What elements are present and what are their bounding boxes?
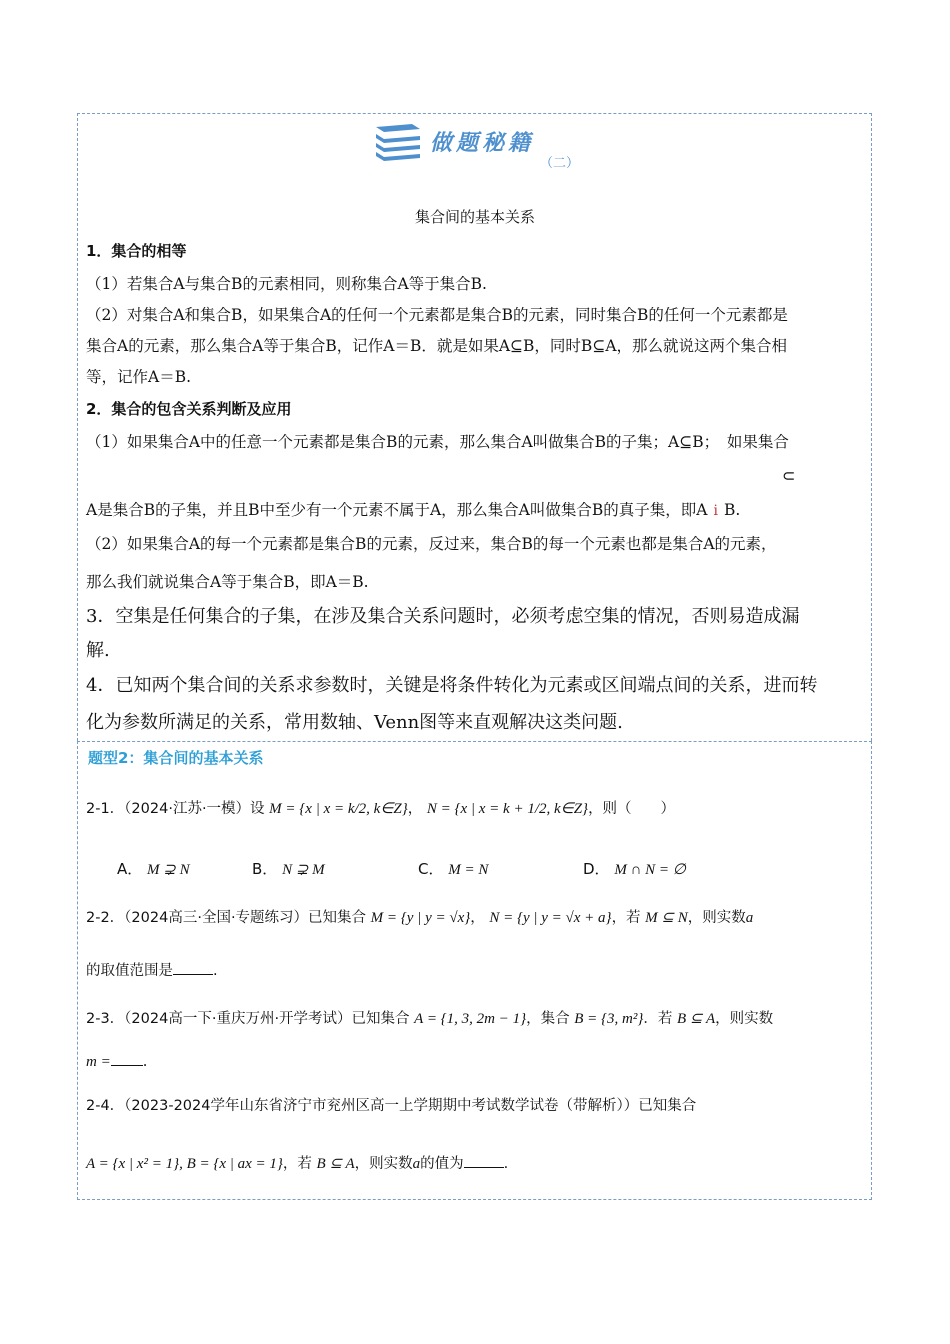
option-a[interactable] [117, 858, 190, 879]
heading-subset-relation: 2．集合的包含关系判断及应用 [86, 400, 292, 418]
question-2-3 [86, 1007, 864, 1028]
text-p2-1b-main: A是集合B的子集，并且B中至少有一个元素不属于A，那么集合A叫做集合B的真子集，即A [86, 501, 708, 519]
text-p2-1a: （1）如果集合A中的任意一个元素都是集合B的元素，那么集合A叫做集合B的子集；A⊆B； 如果集合 [86, 433, 789, 451]
q4-end: 的值为 [420, 1156, 464, 1172]
q2-var: a [745, 910, 754, 926]
q4-var: a [412, 1156, 421, 1172]
header-subtitle: （二） [540, 156, 580, 171]
q3-suffix: ，则实数 [715, 1011, 774, 1027]
q3-line2: m = [86, 1054, 111, 1070]
text-p1-2b: 集合A的元素，那么集合A等于集合B，记作A＝B．就是如果A⊆B，同时B⊆A，那么就说这两个集合相 [86, 337, 788, 355]
q4-suffix: ，则实数 [354, 1156, 413, 1172]
question-2-4: 2-4．（2023-2024学年山东省济宁市兖州区高一上学期期中考试数学试卷（带解析））已知集合 [86, 1098, 697, 1114]
q3-mid: ，集合 [526, 1011, 570, 1027]
option-b-label: B． [252, 860, 278, 878]
option-d-label: D． [583, 860, 610, 878]
subset-mark-stroke: ⅰ [713, 503, 718, 519]
proper-subset-symbol: ⊂ [782, 466, 796, 485]
option-d-expr: M ∩ N = ∅ [614, 862, 686, 878]
text-p4b: 化为参数所满足的关系，常用数轴、Venn图等来直观解决这类问题. [86, 712, 623, 733]
option-c[interactable] [418, 858, 488, 879]
q1-set-m: M = {x | x = k/2, k∈Z} [269, 801, 408, 817]
q3-prefix: 2-3．（2024高一下·重庆万州·开学考试）已知集合 [86, 1011, 410, 1027]
answer-blank-2-4[interactable] [464, 1166, 504, 1168]
question-2-2-line2: 的取值范围是 . [86, 963, 218, 979]
option-c-expr: M = N [448, 862, 489, 878]
q2-line2: 的取值范围是 [86, 963, 173, 979]
answer-blank-2-3[interactable] [111, 1064, 143, 1066]
option-b[interactable] [252, 858, 325, 879]
q2-suffix: ，则实数 [687, 910, 746, 926]
heading-set-equality: 1．集合的相等 [86, 242, 187, 260]
answer-blank-2-2[interactable] [173, 973, 213, 975]
option-b-expr: N ⊋ M [282, 862, 325, 878]
question-type-heading: 题型2：集合间的基本关系 [88, 749, 264, 767]
q3-mid2: ．若 [643, 1011, 673, 1027]
q1-suffix: ，则（ ） [588, 801, 676, 817]
question-2-2: 2-2．（2024高三·全国·专题练习）已知集合 M = {y | y = √x}， N = {y | y = √x + a}，若 M ⊆ N，则实数a [86, 910, 754, 926]
header-title: 做题秘籍 [430, 130, 535, 156]
text-p2-1b [86, 498, 740, 520]
q3-set-b: B = {3, m²} [574, 1011, 644, 1027]
q4-sets: A = {x | x² = 1}, B = {x | ax = 1} [86, 1156, 283, 1172]
q4-cond: B ⊆ A [316, 1156, 355, 1172]
text-p2-2b: 那么我们就说集合A等于集合B，即A＝B. [86, 573, 369, 591]
question-2-4-line2: A = {x | x² = 1}, B = {x | ax = 1}，若 B ⊆ A，则实数a的值为 . [86, 1156, 509, 1172]
q2-set-n: N = {y | y = √x + a} [489, 910, 612, 926]
q3-set-a: A = {1, 3, 2m − 1} [414, 1011, 527, 1027]
q3-cond: B ⊆ A [676, 1011, 716, 1027]
option-a-label: A． [117, 860, 143, 878]
question-2-3-line2: m = . [86, 1054, 148, 1070]
text-p3b: 解. [86, 640, 110, 661]
question-2-1 [86, 797, 864, 818]
q1-set-n: N = {x | x = k + 1/2, k∈Z} [426, 801, 589, 817]
section-title: 集合间的基本关系 [414, 208, 535, 226]
text-p1-2c: 等，记作A＝B. [86, 368, 192, 386]
text-p1-1: （1）若集合A与集合B的元素相同，则称集合A等于集合B. [86, 275, 487, 293]
q1-prefix: 2-1．（2024·江苏·一模）设 [86, 801, 265, 817]
text-p4a: 4．已知两个集合间的关系求参数时，关键是将条件转化为元素或区间端点间的关系，进而转 [86, 675, 818, 696]
q2-set-m: M = {y | y = √x} [370, 910, 471, 926]
q2-cond: M ⊆ N [645, 910, 688, 926]
text-p3a: 3．空集是任何集合的子集，在涉及集合关系问题时，必须考虑空集的情况，否则易造成漏 [86, 606, 800, 627]
option-c-label: C． [418, 860, 444, 878]
option-a-expr: M ⊋ N [147, 862, 190, 878]
q1-sep: ， [407, 801, 423, 817]
text-p2-1b-end: B. [723, 501, 741, 519]
q4-mid: ，若 [282, 1156, 312, 1172]
option-d[interactable] [583, 858, 686, 879]
text-p2-2a: （2）如果集合A的每一个元素都是集合B的元素，反过来，集合B的每一个元素也都是集合A的元素， [86, 535, 777, 553]
text-p1-2a: （2）对集合A和集合B，如果集合A的任何一个元素都是集合B的元素，同时集合B的任何一个元素都是 [86, 306, 788, 324]
q2-mid: ，若 [611, 910, 641, 926]
q2-prefix: 2-2．（2024高三·全国·专题练习）已知集合 [86, 910, 367, 926]
